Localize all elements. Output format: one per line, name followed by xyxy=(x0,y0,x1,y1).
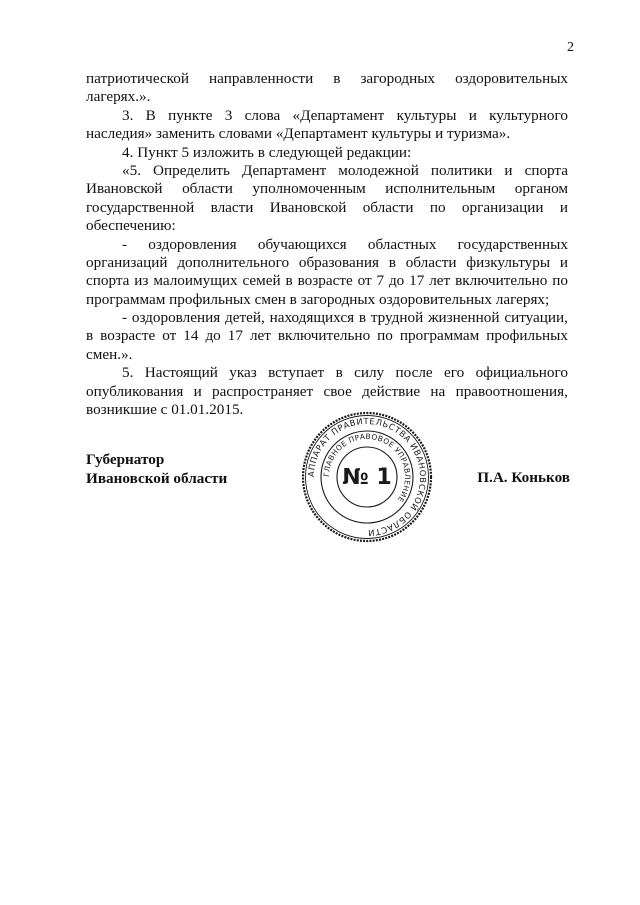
text-line xyxy=(86,180,568,198)
word: до xyxy=(388,272,405,290)
word: из xyxy=(134,272,149,290)
word: оздоровительных xyxy=(455,70,568,87)
word: ситуации, xyxy=(504,309,568,327)
word: правоотношения, xyxy=(455,382,568,400)
word: слова xyxy=(244,106,281,124)
word: оздоровления xyxy=(131,309,221,327)
word: распространяет xyxy=(212,382,314,400)
line-text: смен.». xyxy=(86,345,133,363)
word: жизненной xyxy=(428,309,500,327)
word: находящихся xyxy=(269,309,355,327)
word: включительно xyxy=(277,327,371,345)
text-line xyxy=(86,162,568,180)
text-line xyxy=(86,125,568,143)
word: в xyxy=(388,253,396,271)
seal-number: № 1 xyxy=(342,465,392,490)
word: от xyxy=(357,272,372,290)
word: 14 xyxy=(183,327,199,345)
word: Определить xyxy=(153,161,230,179)
word: культурного xyxy=(489,106,568,124)
text-line xyxy=(86,199,568,217)
word: области xyxy=(182,180,233,198)
word: организации xyxy=(461,198,544,216)
word: трудной xyxy=(370,309,424,327)
word: до xyxy=(205,327,221,345)
word: «Департамент xyxy=(292,106,385,124)
word: спорта xyxy=(86,272,130,290)
word: Ивановской xyxy=(86,180,163,198)
word: опубликования xyxy=(86,382,184,400)
word: в xyxy=(333,70,341,87)
word: направленности xyxy=(209,70,314,87)
word: молодежной xyxy=(338,161,419,179)
word: вступает xyxy=(268,364,325,382)
seal-inner-text: ГЛАВНОЕ ПРАВОВОЕ УПРАВЛЕНИЕ xyxy=(321,431,413,505)
line-text: обеспечению: xyxy=(86,217,176,235)
seal-outer-text: АППАРАТ ПРАВИТЕЛЬСТВА ИВАНОВСКОЙ ОБЛАСТИ xyxy=(305,415,429,539)
word: оздоровления xyxy=(148,235,237,253)
text-line xyxy=(86,236,568,254)
word: его xyxy=(444,364,465,382)
word: по xyxy=(377,327,393,345)
word: и xyxy=(559,198,568,216)
word: «5. xyxy=(122,161,141,179)
word: малоимущих xyxy=(153,272,238,290)
word: Ивановской xyxy=(269,198,347,216)
word: по xyxy=(429,198,446,216)
word: по xyxy=(552,272,568,290)
word: возрасте xyxy=(100,327,156,345)
word: указ xyxy=(229,364,257,382)
text-line xyxy=(86,254,568,272)
text-line xyxy=(86,144,568,162)
text-line xyxy=(86,291,568,309)
page-number: 2 xyxy=(567,40,574,55)
word: пункте xyxy=(168,106,213,124)
signature-block xyxy=(86,451,227,488)
signer-position-line-1: Губернатор xyxy=(86,451,165,468)
word: загородных xyxy=(360,70,436,87)
word: дополнительного xyxy=(177,253,290,271)
word: государственных xyxy=(457,235,568,253)
word: области xyxy=(362,198,414,216)
text-line xyxy=(86,346,568,364)
word: действие xyxy=(362,382,421,400)
word: исполнительным xyxy=(385,180,496,198)
signer-name: П.А. Коньков xyxy=(477,469,570,486)
word: после xyxy=(395,364,433,382)
word: патриотической xyxy=(86,70,190,87)
word: детей, xyxy=(225,309,265,327)
word: на xyxy=(430,382,446,400)
word: профильных xyxy=(486,327,568,345)
word: включительно xyxy=(455,272,548,290)
word: программам xyxy=(399,327,480,345)
line-text: программам профильных смен в загородных оздоровительных лагерях; xyxy=(86,290,550,308)
word: и xyxy=(193,382,202,400)
word: власти xyxy=(210,198,254,216)
word: Департамент xyxy=(242,161,327,179)
text-line xyxy=(86,70,568,88)
word: области xyxy=(405,253,457,271)
word: политики xyxy=(430,161,493,179)
word: - xyxy=(122,235,128,253)
word: спорта xyxy=(524,161,568,179)
word: 7 xyxy=(376,272,385,290)
word: 17 xyxy=(227,327,243,345)
word: 17 xyxy=(409,272,425,290)
word: силу xyxy=(354,364,385,382)
line-text: лагерях.». xyxy=(86,88,151,106)
text-line xyxy=(86,272,568,290)
word: образования xyxy=(298,253,379,271)
word: органом xyxy=(514,180,568,198)
signer-position-line-2: Ивановской области xyxy=(86,469,228,487)
text-line xyxy=(86,309,568,327)
word: государственной xyxy=(86,198,195,216)
word: в xyxy=(86,327,94,345)
line-text: наследия» заменить словами «Департамент культуры и туризма». xyxy=(86,125,511,143)
text-line xyxy=(86,107,568,125)
word: культуры xyxy=(396,106,457,124)
word: свое xyxy=(323,382,352,400)
text-line xyxy=(86,88,568,106)
word: семей xyxy=(242,272,281,290)
word: - xyxy=(122,309,128,327)
word: в xyxy=(358,309,367,327)
word: лет xyxy=(429,272,451,290)
word: 5. xyxy=(122,364,134,382)
word: организаций xyxy=(86,253,168,271)
word: официального xyxy=(475,364,568,382)
document-body xyxy=(86,70,568,419)
word: возрасте xyxy=(297,272,353,290)
word: в xyxy=(335,364,343,382)
word: и xyxy=(468,106,477,124)
word: от xyxy=(162,327,177,345)
text-line xyxy=(86,364,568,382)
text-line xyxy=(86,383,568,401)
word: и xyxy=(504,161,513,179)
word: В xyxy=(145,106,156,124)
text-line xyxy=(86,327,568,345)
official-seal-icon xyxy=(301,411,433,543)
word: 3. xyxy=(122,106,134,124)
word: лет xyxy=(249,327,271,345)
word: обучающихся xyxy=(257,235,347,253)
word: 3 xyxy=(224,106,233,124)
line-text: 4. Пункт 5 изложить в следующей редакции: xyxy=(122,143,412,161)
word: и xyxy=(559,253,568,271)
word: уполномоченным xyxy=(252,180,366,198)
line-text: возникшие с 01.01.2015. xyxy=(86,401,244,419)
word: физкультуры xyxy=(466,253,551,271)
text-line xyxy=(86,217,568,235)
word: Настоящий xyxy=(144,364,218,382)
word: областных xyxy=(367,235,437,253)
word: в xyxy=(285,272,293,290)
